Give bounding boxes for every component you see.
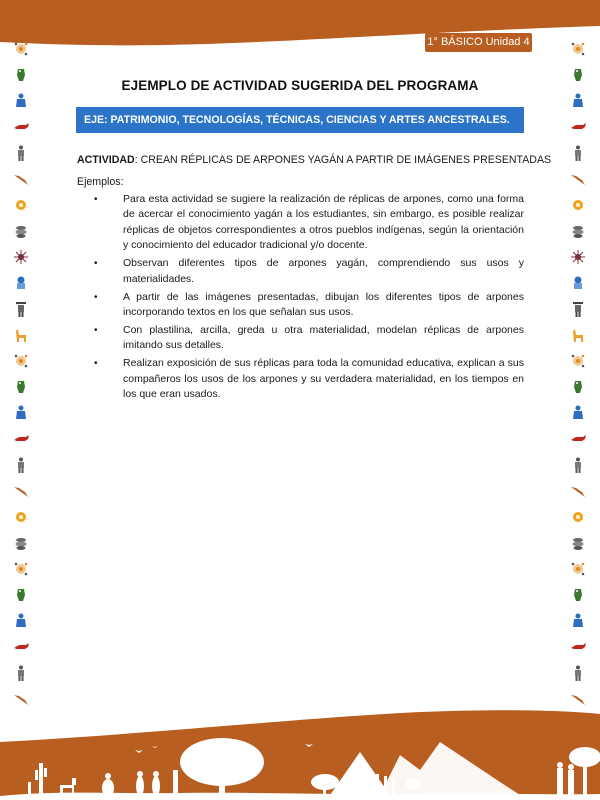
totem-figure-icon (6, 140, 36, 166)
figure-blue-icon (6, 608, 36, 634)
bird-icon (563, 478, 593, 504)
star-burst-icon (563, 244, 593, 270)
bird-icon (6, 166, 36, 192)
page-title: EJEMPLO DE ACTIVIDAD SUGERIDA DEL PROGRAMA (121, 78, 479, 93)
pot-icon (563, 218, 593, 244)
list-item (92, 356, 524, 402)
mask-blue-icon (6, 270, 36, 296)
llama-icon (563, 322, 593, 348)
fox-icon (563, 426, 593, 452)
pot-icon (563, 530, 593, 556)
sun-face-icon (563, 348, 593, 374)
figure-blue-icon (6, 400, 36, 426)
llama-icon (6, 322, 36, 348)
sun-face-icon (6, 556, 36, 582)
fox-icon (6, 426, 36, 452)
totem-figure-icon (563, 140, 593, 166)
bullet-icon: • (94, 358, 98, 370)
left-icon-column (6, 36, 36, 712)
fox-icon (6, 634, 36, 660)
list-item (92, 290, 524, 321)
totem-figure-icon (563, 452, 593, 478)
flower-icon (6, 192, 36, 218)
list-item-text: Realizan exposición de sus réplicas para toda la comunidad educativa, explican a sus compañeros los usos de los arpones y su verdadera materialidad, en los tiempos en los que eran usados. (123, 357, 524, 401)
frog-icon (563, 582, 593, 608)
list-item-text: Observan diferentes tipos de arpones yagán, comprendiendo sus usos y materialidades. (123, 257, 524, 285)
star-burst-icon (6, 244, 36, 270)
bullet-icon: • (94, 194, 98, 205)
list-item-text: Con plastilina, arcilla, greda u otra materialidad, modelan réplicas de arpones imitando sus detalles. (123, 324, 524, 352)
fox-icon (563, 634, 593, 660)
warrior-figure-icon (563, 296, 593, 322)
activity-title: : CREAN RÉPLICAS DE ARPONES YAGÁN A PARTIR DE IMÁGENES PRESENTADAS (134, 154, 552, 166)
pot-icon (6, 218, 36, 244)
sun-face-icon (563, 36, 593, 62)
list-item (92, 192, 524, 254)
flower-icon (563, 504, 593, 530)
frog-icon (6, 582, 36, 608)
bullet-icon: • (94, 325, 98, 337)
totem-figure-icon (563, 660, 593, 686)
bullet-icon: • (94, 291, 98, 303)
list-item (92, 256, 524, 287)
bird-icon (563, 166, 593, 192)
list-item-text: A partir de las imágenes presentadas, dibujan los diferentes tipos de arpones incorporando textos en los que señalan sus usos. (123, 290, 524, 319)
examples-list (92, 192, 524, 405)
bird-icon (6, 478, 36, 504)
fox-icon (563, 114, 593, 140)
eje-banner: EJE: PATRIMONIO, TECNOLOGÍAS, TÉCNICAS, CIENCIAS Y ARTES ANCESTRALES. (76, 107, 524, 133)
figure-blue-icon (563, 400, 593, 426)
mask-blue-icon (563, 270, 593, 296)
totem-figure-icon (6, 452, 36, 478)
list-item-text: Para esta actividad se sugiere la realización de réplicas de arpones, como una forma de acercar el conocimiento yagán a los estudiantes, sin embargo, es posible realizar réplicas de objetos correspondientes a otros pueblos indígenas, según la orientación y conocimiento del educador tradicional y/o docente. (123, 193, 524, 252)
activity-label: ACTIVIDAD (77, 154, 135, 166)
totem-figure-icon (6, 660, 36, 686)
unit-badge: 1° BÁSICO Unidad 4 (425, 33, 532, 52)
activity-heading (77, 154, 551, 166)
pot-icon (6, 530, 36, 556)
frog-icon (6, 374, 36, 400)
bullet-icon: • (94, 258, 98, 270)
right-icon-column (563, 36, 593, 712)
fox-icon (6, 114, 36, 140)
examples-label: Ejemplos: (77, 176, 124, 188)
flower-icon (563, 192, 593, 218)
frog-icon (563, 374, 593, 400)
figure-blue-icon (563, 608, 593, 634)
list-item (92, 323, 524, 354)
warrior-figure-icon (6, 296, 36, 322)
sun-face-icon (6, 348, 36, 374)
sun-face-icon (6, 36, 36, 62)
footer-landscape-banner (0, 700, 600, 800)
sun-face-icon (563, 556, 593, 582)
flower-icon (6, 504, 36, 530)
